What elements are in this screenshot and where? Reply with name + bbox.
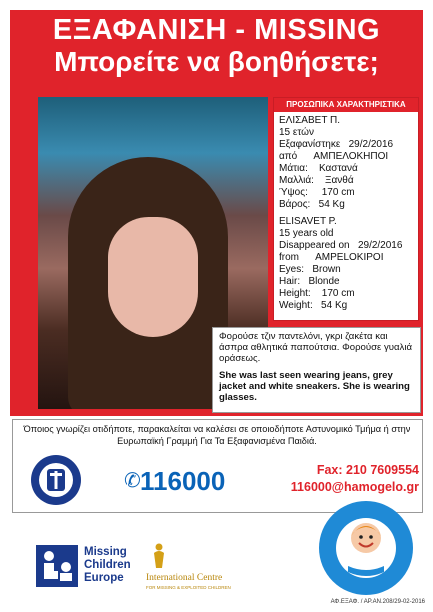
detail-en-from: from AMPELOKIPOI — [279, 252, 384, 263]
detail-en-weight: Weight: 54 Kg — [279, 300, 348, 311]
police-seal-icon — [30, 454, 82, 506]
poster-header — [10, 10, 423, 78]
icmec-figure-icon — [152, 543, 166, 569]
clothing-description-english: She was last seen wearing jeans, grey jacket and white sneakers. She is wearing glasses. — [219, 370, 410, 403]
detail-gr-name: ΕΛΙΣΑΒΕΤ Π. — [279, 115, 341, 126]
clothing-description-greek: Φορούσε τζιν παντελόνι, γκρι ζακέτα και άσπρα αθλητικά παπούτσια. Φορούσε γυαλιά οράσεως. — [219, 331, 413, 364]
smile-of-the-child-logo — [318, 500, 414, 596]
detail-en-age: 15 years old — [279, 228, 334, 239]
poster-title: ΕΞΑΦΑΝΙΣΗ - MISSING — [52, 14, 381, 46]
detail-gr-age: 15 ετών — [279, 127, 314, 138]
icmec-logo — [146, 543, 242, 593]
icmec-subtitle: FOR MISSING & EXPLOITED CHILDREN — [146, 585, 231, 590]
contact-instructions: Όποιος γνωρίζει οτιδήποτε, παρακαλείται να καλέσει σε οποιοδήποτε Αστυνομικό Τμήμα ή στην Ευρωπαϊκή Γραμμή Για Τα Εξαφανισμένα Παιδιά. — [23, 424, 411, 446]
personal-details-box — [273, 97, 419, 321]
detail-gr-height: Ύψος: 170 cm — [279, 187, 355, 198]
puzzle-icon — [36, 545, 78, 587]
detail-en-hair: Hair: Blonde — [279, 276, 340, 287]
icmec-name: International Centre — [146, 573, 223, 583]
poster-subtitle: Μπορείτε να βοηθήσετε; — [54, 46, 379, 77]
detail-en-height: Height: 170 cm — [279, 288, 355, 299]
missing-children-europe-name: Missing Children Europe — [84, 546, 131, 584]
detail-gr-hair: Μαλλιά: Ξανθά — [279, 175, 354, 186]
contact-email[interactable]: 116000@hamogelo.gr — [290, 480, 419, 494]
personal-details-heading: ΠΡΟΣΩΠΙΚΑ ΧΑΡΑΚΤΗΡΙΣΤΙΚΑ — [274, 98, 418, 112]
clothing-description — [212, 327, 421, 413]
reference-code: ΑΦ.ΕΞΑΦ. / ΑΡ.ΑΝ.208/29-02-2016 — [330, 599, 425, 605]
hotline-text: 116000 — [140, 466, 226, 496]
detail-en-name: ELISAVET P. — [279, 216, 337, 227]
detail-en-disappeared: Disappeared on 29/2/2016 — [279, 240, 403, 251]
hotline-number[interactable] — [124, 466, 250, 496]
phone-icon: ✆ — [124, 470, 141, 492]
detail-gr-disappeared: Εξαφανίστηκε 29/2/2016 — [279, 139, 394, 150]
detail-gr-from: από ΑΜΠΕΛΟΚΗΠΟΙ — [279, 151, 389, 162]
fax-number: Fax: 210 7609554 — [316, 463, 419, 477]
photo-face — [108, 217, 198, 337]
detail-gr-weight: Βάρος: 54 Kg — [279, 199, 345, 210]
detail-gr-eyes: Μάτια: Καστανά — [279, 163, 358, 174]
detail-en-eyes: Eyes: Brown — [279, 264, 341, 275]
